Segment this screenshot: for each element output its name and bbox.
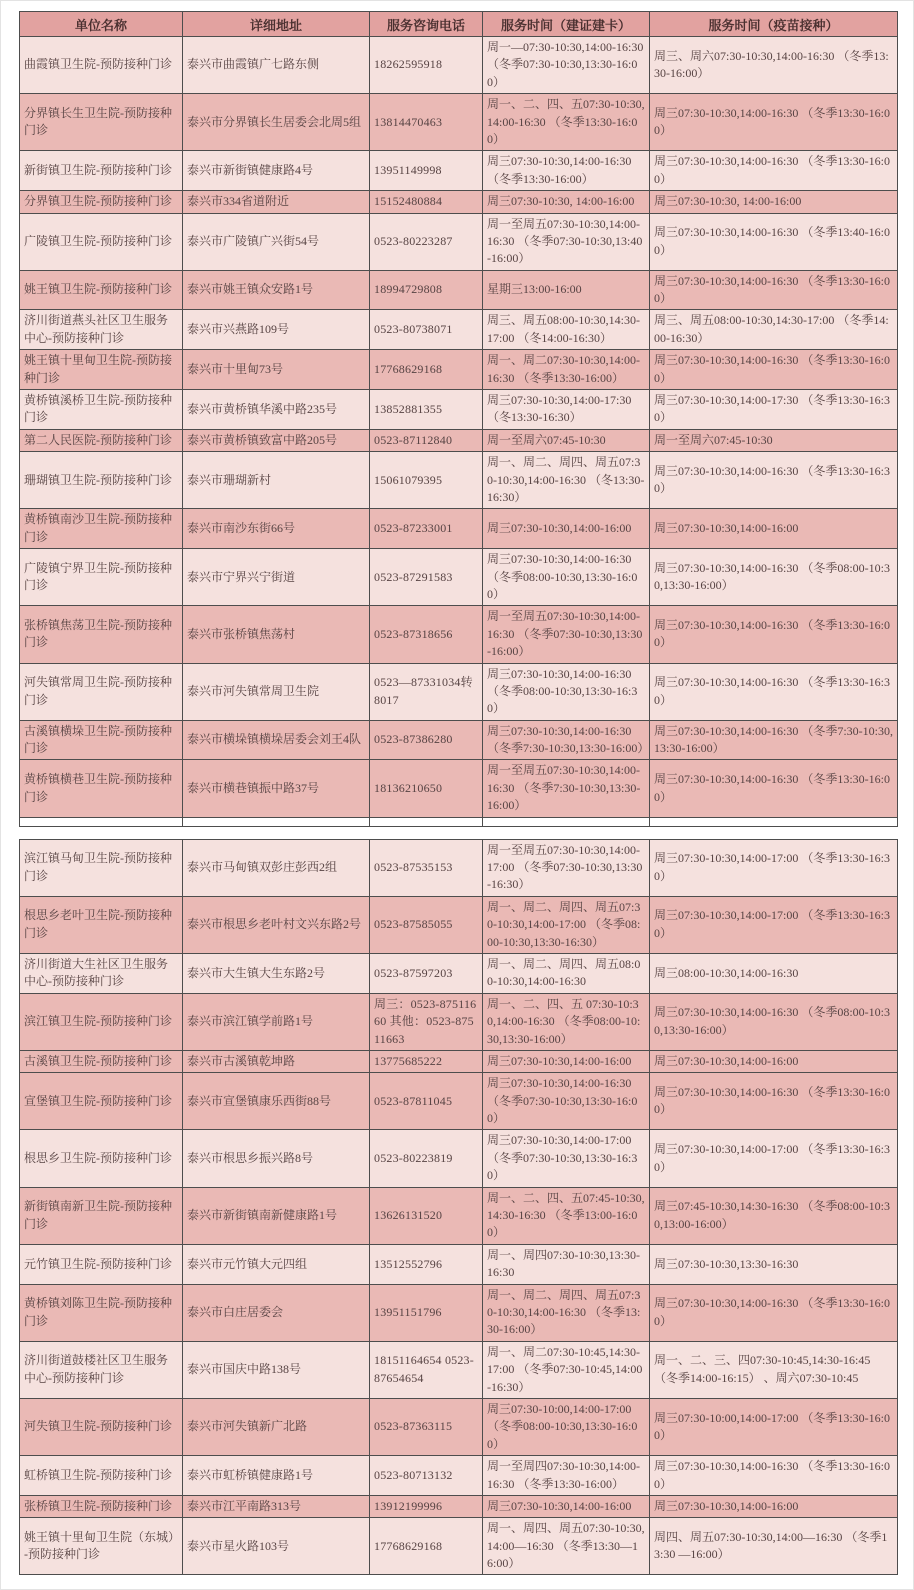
- empty-cell: [370, 817, 483, 826]
- cell-phone: 15061079395: [370, 452, 483, 509]
- cell-address: 泰兴市马甸镇双彭庄彭西2组: [183, 839, 370, 896]
- cell-address: 泰兴市虹桥镇健康路1号: [183, 1456, 370, 1496]
- cell-service-time-vaccine: 周四、周五07:30-10:30,14:00—16:30 （冬季13:30 —16:00）: [650, 1518, 898, 1575]
- cell-address: 泰兴市白庄居委会: [183, 1284, 370, 1341]
- cell-phone: 13814470463: [370, 94, 483, 151]
- table-row: [20, 429, 898, 451]
- cell-phone: 13951149998: [370, 151, 483, 191]
- table-row: [20, 213, 898, 270]
- cell-service-time-vaccine: 周三07:30-10:30,14:00-16:30 （冬季13:30-16:00）: [650, 1284, 898, 1341]
- cell-phone: 0523-80223287: [370, 213, 483, 270]
- column-header-unit-name: 单位名称: [20, 12, 183, 37]
- cell-unit-name: 姚王镇十里甸卫生院（东城）-预防接种门诊: [20, 1518, 183, 1575]
- cell-phone: 0523-87386280: [370, 720, 483, 760]
- cell-service-time-card: 周三07:30-10:30,14:00-16:00: [483, 1495, 650, 1517]
- cell-service-time-vaccine: 周三07:30-10:30, 14:00-16:00: [650, 191, 898, 213]
- cell-service-time-vaccine: 周三07:30-10:30,14:00-16:30 （冬季13:30-16:00）: [650, 94, 898, 151]
- cell-phone: 周三：0523-87511660 其他：0523-87511663: [370, 993, 483, 1050]
- table-row: [20, 1518, 898, 1575]
- cell-service-time-card: 周一、周二、周四、周五07:30-10:30,14:00-16:30 （冬13:30-16:30）: [483, 452, 650, 509]
- table-row: [20, 606, 898, 663]
- cell-service-time-card: 周一、周二、周四、周五08:00-10:30,14:00-16:30: [483, 953, 650, 993]
- cell-phone: 0523-80223819: [370, 1130, 483, 1187]
- cell-phone: 0523-87233001: [370, 509, 483, 549]
- column-header-phone: 服务咨询电话: [370, 12, 483, 37]
- clinic-table-section-2: [19, 839, 898, 1576]
- cell-service-time-vaccine: 周三07:30-10:30,14:00-16:30 （冬季7:30-10:30,13:30-16:00）: [650, 720, 898, 760]
- clinic-table-section-1: [19, 11, 898, 827]
- cell-unit-name: 黄桥镇横巷卫生院-预防接种门诊: [20, 760, 183, 817]
- cell-phone: 0523—87331034转8017: [370, 663, 483, 720]
- cell-service-time-card: 周一、周四、周五07:30-10:30,14:00—16:30 （冬季13:30—16:00）: [483, 1518, 650, 1575]
- cell-address: 泰兴市古溪镇乾坤路: [183, 1050, 370, 1072]
- cell-service-time-vaccine: 周三、周五08:00-10:30,14:30-17:00 （冬季14:00-16:30）: [650, 310, 898, 350]
- cell-service-time-vaccine: 周一、二、三、四07:30-10:45,14:30-16:45 （冬季14:00-16:15） 、周六07:30-10:45: [650, 1341, 898, 1398]
- empty-cell: [183, 817, 370, 826]
- cell-unit-name: 珊瑚镇卫生院-预防接种门诊: [20, 452, 183, 509]
- cell-unit-name: 滨江镇卫生院-预防接种门诊: [20, 993, 183, 1050]
- cell-service-time-vaccine: 周三07:30-10:30,14:00-16:30 （冬季08:00-10:30,13:30-16:00）: [650, 549, 898, 606]
- cell-unit-name: 河失镇常周卫生院-预防接种门诊: [20, 663, 183, 720]
- table-row: [20, 1284, 898, 1341]
- cell-phone: 0523-87363115: [370, 1398, 483, 1455]
- cell-service-time-card: 周三07:30-10:30,14:00-16:30 （冬季13:30-16:00）: [483, 151, 650, 191]
- cell-address: 泰兴市黄桥镇致富中路205号: [183, 429, 370, 451]
- cell-service-time-card: 周三07:30-10:30, 14:00-16:00: [483, 191, 650, 213]
- cell-address: 泰兴市河失镇新广北路: [183, 1398, 370, 1455]
- cell-service-time-vaccine: 周三07:30-10:30,14:00-16:30 （冬季13:30-16:30）: [650, 452, 898, 509]
- cell-service-time-vaccine: 周三07:30-10:30,14:00-16:30 （冬季13:30-16:00）: [650, 270, 898, 310]
- cell-service-time-card: 周一至周五07:30-10:30,14:00-17:00 （冬季07:30-10:30,13:30-16:30）: [483, 839, 650, 896]
- cell-service-time-card: 周一、周二、周四、周五07:30-10:30,14:00-16:30 （冬季13:30-16:00）: [483, 1284, 650, 1341]
- cell-phone: 13951151796: [370, 1284, 483, 1341]
- cell-service-time-vaccine: 周三07:30-10:30,14:00-16:30 （冬季08:00-10:30,13:30-16:00）: [650, 993, 898, 1050]
- cell-unit-name: 第二人民医院-预防接种门诊: [20, 429, 183, 451]
- cell-address: 泰兴市滨江镇学前路1号: [183, 993, 370, 1050]
- table-row: [20, 993, 898, 1050]
- table-row: [20, 151, 898, 191]
- cell-address: 泰兴市南沙东街66号: [183, 509, 370, 549]
- cell-address: 泰兴市江平南路313号: [183, 1495, 370, 1517]
- cell-service-time-card: 周一、二、四、五 07:30-10:30,14:00-16:30 （冬季08:00-10:30,13:30-16:00）: [483, 993, 650, 1050]
- cell-service-time-card: 周三07:30-10:30,14:00-16:00: [483, 1050, 650, 1072]
- cell-service-time-vaccine: 周三08:00-10:30,14:00-16:30: [650, 953, 898, 993]
- cell-address: 泰兴市星火路103号: [183, 1518, 370, 1575]
- cell-service-time-vaccine: 周三07:30-10:30,14:00-17:00 （冬季13:30-16:30）: [650, 896, 898, 953]
- cell-service-time-card: 周一、二、四、五07:45-10:30,14:30-16:30 （冬季13:00-16:00）: [483, 1187, 650, 1244]
- cell-service-time-card: 周一、周二、周四、周五07:30-10:30,14:00-17:00 （冬季08:00-10:30,13:30-16:30）: [483, 896, 650, 953]
- column-header-service-time-card: 服务时间（建证建卡）: [483, 12, 650, 37]
- cell-unit-name: 新街镇卫生院-预防接种门诊: [20, 151, 183, 191]
- section-divider: [19, 827, 895, 839]
- cell-unit-name: 济川街道鼓楼社区卫生服务中心-预防接种门诊: [20, 1341, 183, 1398]
- cell-address: 泰兴市曲霞镇广七路东侧: [183, 37, 370, 94]
- cell-unit-name: 张桥镇焦荡卫生院-预防接种门诊: [20, 606, 183, 663]
- cell-unit-name: 滨江镇马甸卫生院-预防接种门诊: [20, 839, 183, 896]
- cell-service-time-card: 周一至周五07:30-10:30,14:00-16:30 （冬季07:30-10:30,13:30-16:00）: [483, 606, 650, 663]
- cell-unit-name: 宣堡镇卫生院-预防接种门诊: [20, 1073, 183, 1130]
- cell-service-time-vaccine: 周三07:30-10:30,14:00-16:30 （冬季13:30-16:00）: [650, 606, 898, 663]
- cell-address: 泰兴市十里甸73号: [183, 350, 370, 390]
- table-row: [20, 310, 898, 350]
- cell-unit-name: 张桥镇卫生院-预防接种门诊: [20, 1495, 183, 1517]
- cell-phone: 17768629168: [370, 350, 483, 390]
- empty-spacer-row: [20, 817, 898, 826]
- cell-address: 泰兴市张桥镇焦荡村: [183, 606, 370, 663]
- table-row: [20, 953, 898, 993]
- cell-service-time-card: 周一、二、四、五07:30-10:30,14:00-16:30 （冬季13:30-16:00）: [483, 94, 650, 151]
- cell-service-time-card: 周一至周六07:45-10:30: [483, 429, 650, 451]
- empty-cell: [20, 817, 183, 826]
- cell-phone: 0523-87112840: [370, 429, 483, 451]
- cell-unit-name: 曲霞镇卫生院-预防接种门诊: [20, 37, 183, 94]
- cell-service-time-vaccine: 周三07:30-10:30,14:00-16:00: [650, 1050, 898, 1072]
- cell-unit-name: 姚王镇十里甸卫生院-预防接种门诊: [20, 350, 183, 390]
- table-row: [20, 549, 898, 606]
- cell-service-time-vaccine: 周三07:30-10:30,14:00-16:30 （冬季13:30-16:30）: [650, 663, 898, 720]
- cell-service-time-vaccine: 周三07:45-10:30,14:30-16:30 （冬季08:00-10:30,13:00-16:00）: [650, 1187, 898, 1244]
- cell-unit-name: 广陵镇宁界卫生院-预防接种门诊: [20, 549, 183, 606]
- header-row: [20, 12, 898, 37]
- table-row: [20, 452, 898, 509]
- cell-service-time-vaccine: 周三07:30-10:30,13:30-16:30: [650, 1244, 898, 1284]
- table-row: [20, 270, 898, 310]
- cell-service-time-card: 周三07:30-10:30,14:00-16:30 （冬季08:00-10:30,13:30-16:00）: [483, 549, 650, 606]
- cell-phone: 17768629168: [370, 1518, 483, 1575]
- cell-address: 泰兴市河失镇常周卫生院: [183, 663, 370, 720]
- table-row: [20, 1130, 898, 1187]
- cell-service-time-card: 星期三13:00-16:00: [483, 270, 650, 310]
- cell-service-time-card: 周三07:30-10:30,14:00-17:30 （冬13:30-16:30）: [483, 390, 650, 430]
- cell-service-time-vaccine: 周三07:30-10:30,14:00-16:00: [650, 509, 898, 549]
- cell-phone: 18262595918: [370, 37, 483, 94]
- cell-service-time-vaccine: 周三07:30-10:00,14:00-17:00 （冬季13:30-16:00）: [650, 1398, 898, 1455]
- cell-address: 泰兴市元竹镇大元四组: [183, 1244, 370, 1284]
- cell-service-time-card: 周一至周五07:30-10:30,14:00-16:30 （冬季07:30-10:30,13:40-16:00）: [483, 213, 650, 270]
- table-row: [20, 94, 898, 151]
- cell-address: 泰兴市334省道附近: [183, 191, 370, 213]
- cell-phone: 0523-87535153: [370, 839, 483, 896]
- cell-phone: 0523-87585055: [370, 896, 483, 953]
- cell-phone: 0523-87291583: [370, 549, 483, 606]
- table-row: [20, 37, 898, 94]
- cell-address: 泰兴市兴燕路109号: [183, 310, 370, 350]
- cell-unit-name: 分界镇长生卫生院-预防接种门诊: [20, 94, 183, 151]
- cell-phone: 13775685222: [370, 1050, 483, 1072]
- cell-service-time-vaccine: 周一至周六07:45-10:30: [650, 429, 898, 451]
- cell-phone: 18136210650: [370, 760, 483, 817]
- cell-phone: 0523-80738071: [370, 310, 483, 350]
- table-row: [20, 509, 898, 549]
- cell-address: 泰兴市宁界兴宁街道: [183, 549, 370, 606]
- cell-service-time-vaccine: 周三07:30-10:30,14:00-16:30 （冬季13:30-16:00）: [650, 1456, 898, 1496]
- cell-unit-name: 根思乡老叶卫生院-预防接种门诊: [20, 896, 183, 953]
- cell-service-time-card: 周一至周四07:30-10:30,14:00-16:30 （冬季13:30-16:00）: [483, 1456, 650, 1496]
- table-row: [20, 1073, 898, 1130]
- cell-phone: 13512552796: [370, 1244, 483, 1284]
- table-row: [20, 1456, 898, 1496]
- column-header-address: 详细地址: [183, 12, 370, 37]
- cell-phone: 0523-80713132: [370, 1456, 483, 1496]
- column-header-service-time-vaccine: 服务时间（疫苗接种）: [650, 12, 898, 37]
- cell-service-time-vaccine: 周三07:30-10:30,14:00-16:00: [650, 1495, 898, 1517]
- cell-address: 泰兴市分界镇长生居委会北周5组: [183, 94, 370, 151]
- table-row: [20, 1341, 898, 1398]
- cell-service-time-vaccine: 周三、周六07:30-10:30,14:00-16:30 （冬季13:30-16:00）: [650, 37, 898, 94]
- cell-phone: 0523-87318656: [370, 606, 483, 663]
- cell-address: 泰兴市新街镇健康路4号: [183, 151, 370, 191]
- cell-address: 泰兴市宣堡镇康乐西街88号: [183, 1073, 370, 1130]
- cell-service-time-vaccine: 周三07:30-10:30,14:00-16:30 （冬季13:30-16:00）: [650, 760, 898, 817]
- cell-phone: 15152480884: [370, 191, 483, 213]
- empty-cell: [483, 817, 650, 826]
- cell-service-time-vaccine: 周三07:30-10:30,14:00-17:00 （冬季13:30-16:30）: [650, 1130, 898, 1187]
- cell-service-time-card: 周三07:30-10:30,14:00-16:00: [483, 509, 650, 549]
- table-row: [20, 1244, 898, 1284]
- cell-unit-name: 黄桥镇溪桥卫生院-预防接种门诊: [20, 390, 183, 430]
- cell-address: 泰兴市黄桥镇华溪中路235号: [183, 390, 370, 430]
- cell-unit-name: 济川街道燕头社区卫生服务中心-预防接种门诊: [20, 310, 183, 350]
- cell-service-time-card: 周三07:30-10:30,14:00-17:00 （冬季07:30-10:30,13:30-16:30）: [483, 1130, 650, 1187]
- cell-phone: 13912199996: [370, 1495, 483, 1517]
- cell-service-time-card: 周一、周四07:30-10:30,13:30-16:30: [483, 1244, 650, 1284]
- empty-cell: [650, 817, 898, 826]
- cell-phone: 0523-87811045: [370, 1073, 483, 1130]
- cell-address: 泰兴市姚王镇众安路1号: [183, 270, 370, 310]
- table-row: [20, 390, 898, 430]
- table-row: [20, 350, 898, 390]
- cell-address: 泰兴市国庆中路138号: [183, 1341, 370, 1398]
- cell-phone: 0523-87597203: [370, 953, 483, 993]
- cell-address: 泰兴市根思乡老叶村文兴东路2号: [183, 896, 370, 953]
- cell-service-time-card: 周三、周五08:00-10:30,14:30-17:00 （冬14:00-16:30）: [483, 310, 650, 350]
- table-row: [20, 191, 898, 213]
- cell-address: 泰兴市广陵镇广兴街54号: [183, 213, 370, 270]
- cell-unit-name: 黄桥镇刘陈卫生院-预防接种门诊: [20, 1284, 183, 1341]
- cell-unit-name: 济川街道大生社区卫生服务中心-预防接种门诊: [20, 953, 183, 993]
- cell-address: 泰兴市根思乡振兴路8号: [183, 1130, 370, 1187]
- cell-service-time-card: 周三07:30-10:30,14:00-16:30 （冬季08:00-10:30,13:30-16:30）: [483, 663, 650, 720]
- cell-unit-name: 虹桥镇卫生院-预防接种门诊: [20, 1456, 183, 1496]
- cell-address: 泰兴市大生镇大生东路2号: [183, 953, 370, 993]
- table-row: [20, 760, 898, 817]
- cell-unit-name: 河失镇卫生院-预防接种门诊: [20, 1398, 183, 1455]
- cell-service-time-vaccine: 周三07:30-10:30,14:00-16:30 （冬季13:30-16:00）: [650, 1073, 898, 1130]
- cell-unit-name: 新街镇南新卫生院-预防接种门诊: [20, 1187, 183, 1244]
- cell-service-time-card: 周一至周五07:30-10:30,14:00-16:30 （冬季7:30-10:30,13:30-16:00）: [483, 760, 650, 817]
- table-row: [20, 1495, 898, 1517]
- cell-service-time-card: 周一、周二07:30-10:30,14:00-16:30 （冬季13:30-16:00）: [483, 350, 650, 390]
- cell-address: 泰兴市珊瑚新村: [183, 452, 370, 509]
- cell-address: 泰兴市新街镇南新健康路1号: [183, 1187, 370, 1244]
- cell-service-time-vaccine: 周三07:30-10:30,14:00-17:30 （冬季13:30-16:30）: [650, 390, 898, 430]
- cell-unit-name: 姚王镇卫生院-预防接种门诊: [20, 270, 183, 310]
- cell-address: 泰兴市横巷镇振中路37号: [183, 760, 370, 817]
- cell-unit-name: 广陵镇卫生院-预防接种门诊: [20, 213, 183, 270]
- cell-address: 泰兴市横垛镇横垛居委会刘王4队: [183, 720, 370, 760]
- cell-unit-name: 元竹镇卫生院-预防接种门诊: [20, 1244, 183, 1284]
- cell-unit-name: 古溪镇卫生院-预防接种门诊: [20, 1050, 183, 1072]
- cell-service-time-card: 周一、周二07:30-10:45,14:30-17:00 （冬季07:30-10:45,14:00-16:30）: [483, 1341, 650, 1398]
- cell-unit-name: 黄桥镇南沙卫生院-预防接种门诊: [20, 509, 183, 549]
- cell-service-time-vaccine: 周三07:30-10:30,14:00-16:30 （冬季13:30-16:00）: [650, 151, 898, 191]
- table-row: [20, 663, 898, 720]
- cell-unit-name: 分界镇卫生院-预防接种门诊: [20, 191, 183, 213]
- table-row: [20, 720, 898, 760]
- cell-service-time-vaccine: 周三07:30-10:30,14:00-16:30 （冬季13:40-16:00）: [650, 213, 898, 270]
- table-row: [20, 1187, 898, 1244]
- cell-service-time-vaccine: 周三07:30-10:30,14:00-17:00 （冬季13:30-16:30）: [650, 839, 898, 896]
- cell-phone: 13626131520: [370, 1187, 483, 1244]
- cell-phone: 13852881355: [370, 390, 483, 430]
- cell-service-time-card: 周一—07:30-10:30,14:00-16:30 （冬季07:30-10:30,13:30-16:00）: [483, 37, 650, 94]
- table-row: [20, 1050, 898, 1072]
- cell-service-time-card: 周三07:30-10:00,14:00-17:00 （冬季08:00-10:30,13:30-16:00）: [483, 1398, 650, 1455]
- cell-phone: 18994729808: [370, 270, 483, 310]
- cell-phone: 18151164654 0523-87654654: [370, 1341, 483, 1398]
- cell-service-time-vaccine: 周三07:30-10:30,14:00-16:30 （冬季13:30-16:00）: [650, 350, 898, 390]
- table-row: [20, 1398, 898, 1455]
- cell-service-time-card: 周三07:30-10:30,14:00-16:30 （冬季7:30-10:30,13:30-16:00）: [483, 720, 650, 760]
- table-row: [20, 839, 898, 896]
- table-row: [20, 896, 898, 953]
- cell-unit-name: 根思乡卫生院-预防接种门诊: [20, 1130, 183, 1187]
- cell-unit-name: 古溪镇横垛卫生院-预防接种门诊: [20, 720, 183, 760]
- cell-service-time-card: 周三07:30-10:30,14:00-16:30 （冬季07:30-10:30,13:30-16:00）: [483, 1073, 650, 1130]
